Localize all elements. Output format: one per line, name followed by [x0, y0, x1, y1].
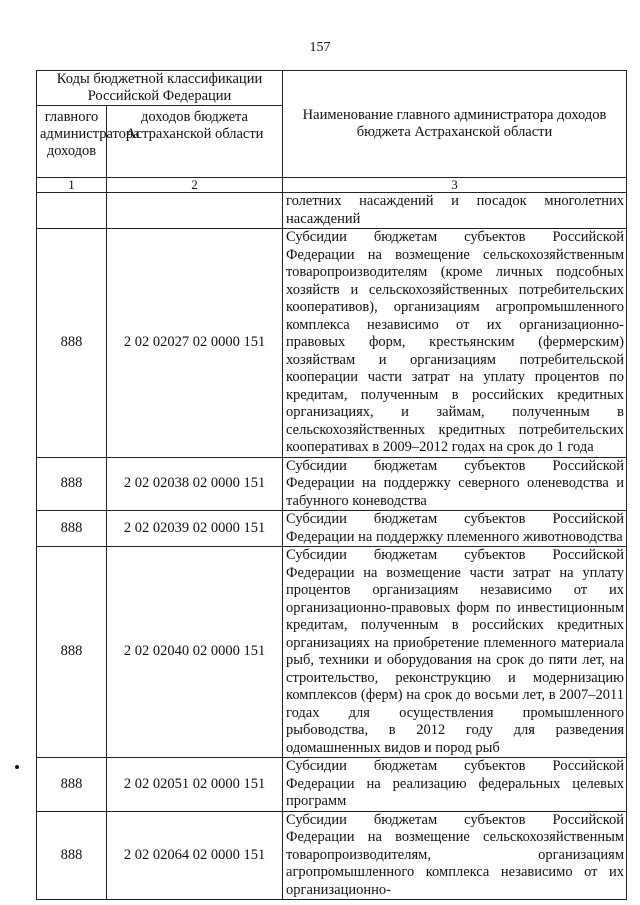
table-row	[37, 193, 627, 229]
budget-classification-table	[36, 70, 627, 900]
row-name-text: Субсидии бюджетам субъектов Российской Федерации на возмещение сельскохозяйственным товаропроизводителям (кроме личных подсобных хозяйств и сельскохозяйственных потребительских кооперативов), организациям агропромышленного комплекса независимо от их организационно-правовых форм, крестьянским (фермерским) хозяйствам и организациям потребительской кооперации части затрат на уплату процентов по кредитам, полученным в российских кредитных организациях, и займам, полученным в сельскохозяйственных кредитных потребительских кооперативах в 2009–2012 годах на срок до 1 года	[286, 229, 625, 455]
column-number-3: 3	[283, 178, 627, 193]
header-col1: главного администратора доходов	[37, 106, 107, 178]
row-admin-code: 888	[37, 229, 107, 458]
header-group-title: Коды бюджетной классификации Российской Федерации	[37, 71, 283, 106]
row-income-code: 2 02 02027 02 0000 151	[107, 229, 283, 458]
table-row	[37, 229, 627, 458]
header-col2: доходов бюджета Астраханской области	[107, 106, 283, 178]
column-number-1: 1	[37, 178, 107, 193]
page-number: 157	[309, 40, 331, 55]
row-name	[283, 811, 627, 900]
column-number-2: 2	[107, 178, 283, 193]
table-row	[37, 511, 627, 547]
row-name-text: Субсидии бюджетам субъектов Российской Федерации на поддержку северного оленеводства и табунного коневодства	[286, 457, 625, 509]
row-admin-code: 888	[37, 547, 107, 758]
row-name	[283, 511, 627, 547]
table-row	[37, 547, 627, 758]
row-name-text: Субсидии бюджетам субъектов Российской Федерации на реализацию федеральных целевых программ	[286, 758, 625, 809]
row-name	[283, 547, 627, 758]
row-name	[283, 229, 627, 458]
row-income-code: 2 02 02051 02 0000 151	[107, 758, 283, 812]
column-number-row	[37, 178, 627, 193]
row-name-text: Субсидии бюджетам субъектов Российской Федерации на возмещение сельскохозяйственным товаропроизводителям, организациям агропромышленного комплекса независимо от их организационно-	[286, 811, 625, 898]
row-income-code: 2 02 02038 02 0000 151	[107, 457, 283, 511]
row-admin-code: 888	[37, 811, 107, 900]
table-row	[37, 758, 627, 812]
header-col3: Наименование главного администратора доходов бюджета Астраханской области	[283, 71, 627, 178]
row-admin-code: 888	[37, 511, 107, 547]
row-admin-code: 888	[37, 758, 107, 812]
row-admin-code	[37, 193, 107, 229]
row-name	[283, 193, 627, 229]
row-name-text: Субсидии бюджетам субъектов Российской Федерации на возмещение части затрат на уплату процентов организациям независимо от их организационно-правовых форм по инвестиционным кредитам, полученным в российских кредитных организациях на приобретение племенного материала рыб, техники и оборудования на срок до пяти лет, на строительство, реконструкцию и модернизацию комплексов (ферм) на срок до восьми лет, в 2007–2011 годах для осуществления промышленного рыбоводства, в 2012 году для разведения одомашненных видов и пород рыб	[286, 547, 625, 756]
row-admin-code: 888	[37, 457, 107, 511]
row-income-code: 2 02 02040 02 0000 151	[107, 547, 283, 758]
header-row-group	[37, 71, 627, 106]
scan-artifact-dot	[15, 765, 19, 769]
table-row	[37, 457, 627, 511]
table-row	[37, 811, 627, 900]
row-name-text: голетних насаждений и посадок многолетних насаждений	[286, 193, 625, 227]
row-name	[283, 758, 627, 812]
row-income-code	[107, 193, 283, 229]
row-income-code: 2 02 02039 02 0000 151	[107, 511, 283, 547]
row-name-text: Субсидии бюджетам субъектов Российской Федерации на поддержку племенного животноводства	[286, 511, 625, 545]
row-name	[283, 457, 627, 511]
row-income-code: 2 02 02064 02 0000 151	[107, 811, 283, 900]
